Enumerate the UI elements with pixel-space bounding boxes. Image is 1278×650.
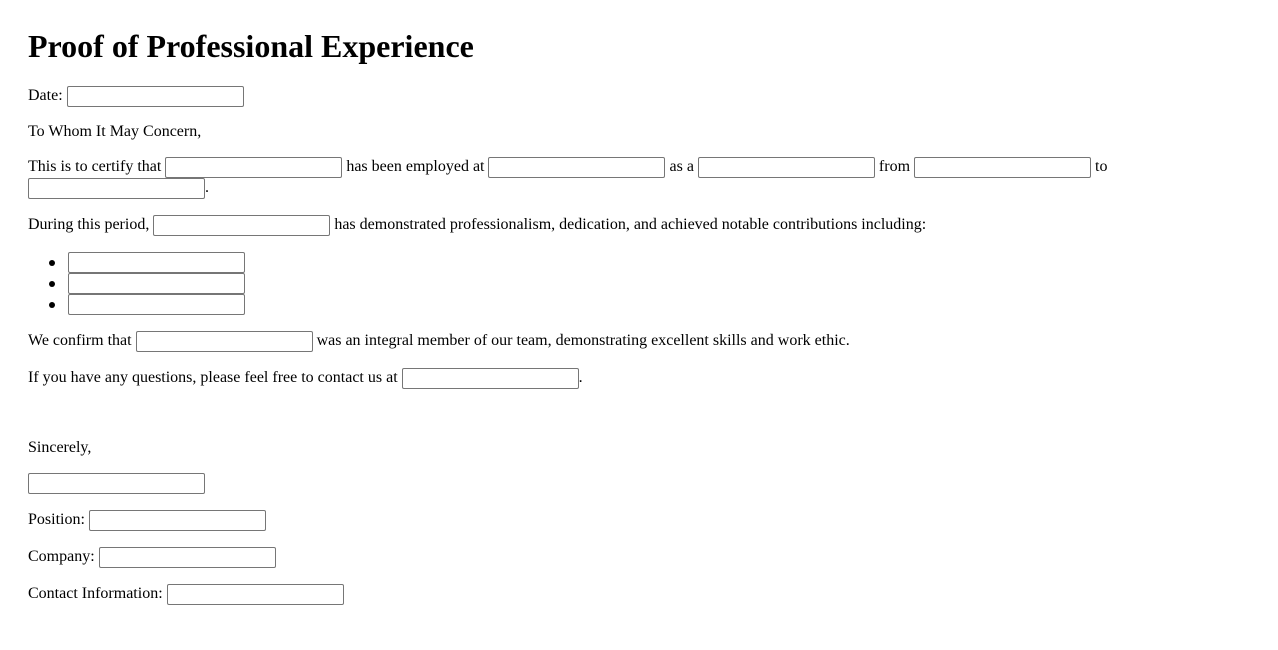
signature-row	[28, 473, 205, 494]
contribution-input-2[interactable]	[68, 273, 245, 294]
certify-row	[28, 157, 1107, 178]
certify-end-period: .	[205, 179, 209, 197]
contact-information-input[interactable]	[167, 584, 344, 605]
end-date-input[interactable]	[28, 178, 205, 199]
contact-label: Contact Information:	[28, 585, 163, 603]
company-input[interactable]	[99, 547, 276, 568]
confirm-lead-text: We confirm that	[28, 332, 132, 350]
start-date-input[interactable]	[914, 157, 1091, 178]
contact-email-input[interactable]	[402, 368, 579, 389]
date-row	[28, 86, 244, 107]
questions-row	[28, 368, 583, 389]
employed-at-text: has been employed at	[346, 158, 485, 176]
certify-row-continued	[28, 178, 209, 199]
list-item	[28, 294, 245, 315]
position-input[interactable]	[89, 510, 266, 531]
questions-end-period: .	[578, 369, 583, 387]
during-lead-text: During this period,	[28, 216, 150, 234]
company-row	[28, 547, 276, 568]
salutation: To Whom It May Concern,	[28, 123, 202, 140]
employee-name-input[interactable]	[165, 157, 342, 178]
confirm-row	[28, 331, 850, 352]
bullet-icon	[49, 281, 55, 287]
signature-name-input[interactable]	[28, 473, 205, 494]
closing: Sincerely,	[28, 439, 92, 456]
list-item	[28, 273, 245, 294]
to-text: to	[1095, 158, 1108, 176]
contribution-input-3[interactable]	[68, 294, 245, 315]
position-label: Position:	[28, 511, 85, 529]
confirm-rest-text: was an integral member of our team, demonstrating excellent skills and work ethic.	[316, 332, 850, 350]
as-a-text: as a	[669, 158, 694, 176]
during-rest-text: has demonstrated professionalism, dedication, and achieved notable contributions including:	[334, 216, 927, 234]
contact-row	[28, 584, 344, 605]
list-item	[28, 252, 245, 273]
company-label: Company:	[28, 548, 95, 566]
contribution-input-1[interactable]	[68, 252, 245, 273]
date-input[interactable]	[67, 86, 244, 107]
position-row	[28, 510, 266, 531]
job-title-input[interactable]	[698, 157, 875, 178]
questions-lead-text: If you have any questions, please feel free to contact us at	[28, 369, 398, 387]
contributions-list	[28, 252, 245, 315]
during-row	[28, 215, 926, 236]
certify-lead-text: This is to certify that	[28, 158, 162, 176]
bullet-icon	[49, 302, 55, 308]
during-employee-name-input[interactable]	[153, 215, 330, 236]
bullet-icon	[49, 260, 55, 266]
page-title: Proof of Professional Experience	[28, 28, 474, 64]
date-label: Date:	[28, 87, 63, 105]
from-text: from	[878, 158, 911, 176]
company-name-input[interactable]	[488, 157, 665, 178]
confirm-employee-name-input[interactable]	[136, 331, 313, 352]
